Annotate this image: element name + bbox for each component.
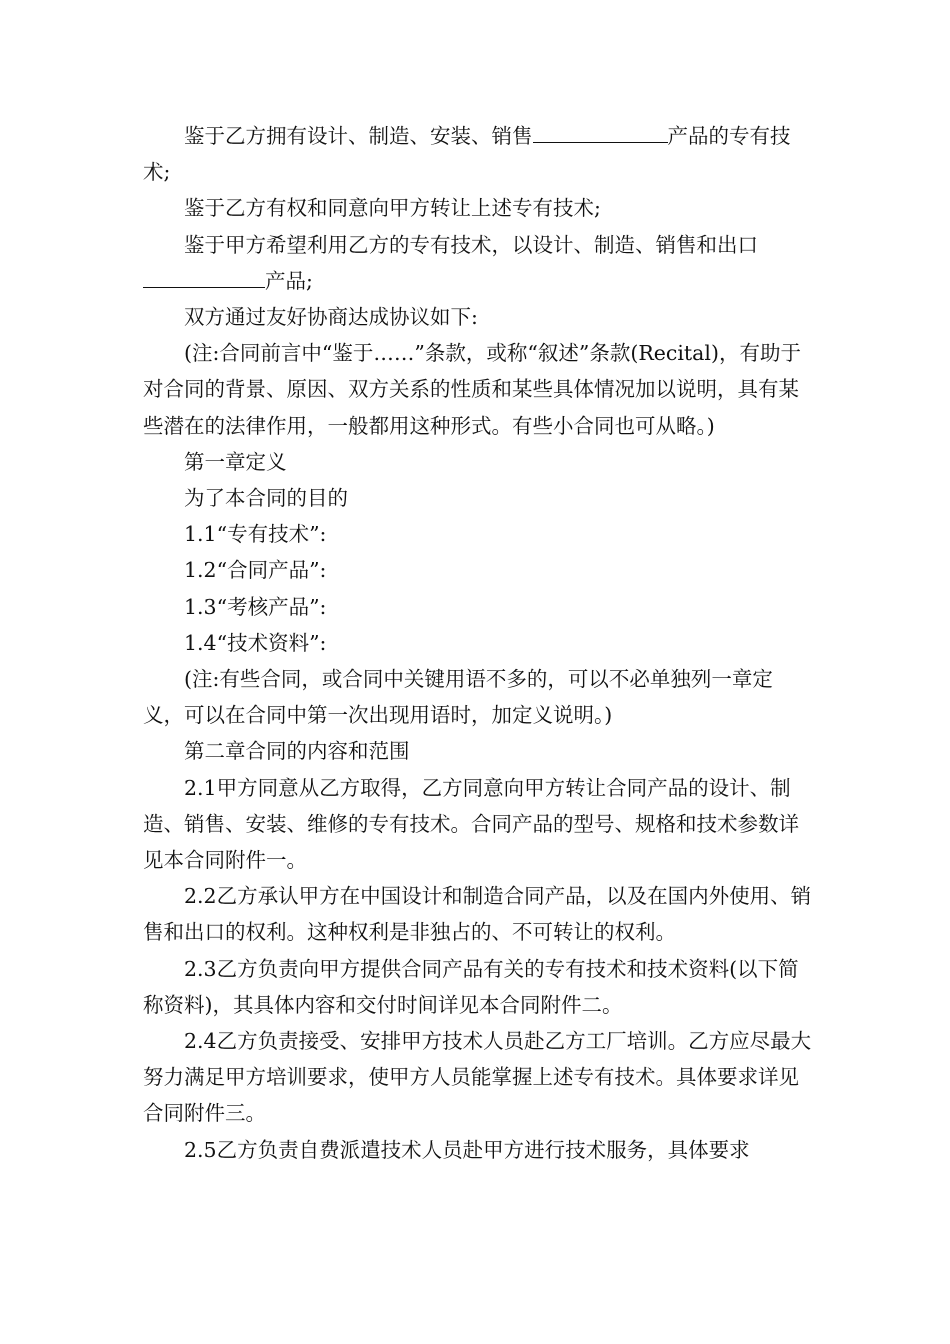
- recital-paragraph: 鉴于甲方希望利用乙方的专有技术，以设计、制造、销售和出口: [184, 232, 758, 257]
- definition-item: 1.4“技术资料”:: [184, 630, 327, 655]
- agreement-statement: 双方通过友好协商达成协议如下:: [184, 305, 478, 330]
- clause-paragraph: 2.5乙方负责自费派遣技术人员赴甲方进行技术服务，具体要求: [184, 1137, 750, 1162]
- clause-paragraph: 2.4乙方负责接受、安排甲方技术人员赴乙方工厂培训。乙方应尽最大努力满足甲方培训要求，使甲方人员能掌握上述专有技术。具体要求详见合同附件三。: [143, 1029, 812, 1126]
- clause-paragraph: 2.3乙方负责向甲方提供合同产品有关的专有技术和技术资料(以下简称资料)，其具体内容和交付时间详见本合同附件二。: [143, 956, 799, 1017]
- note-paragraph: (注:有些合同，或合同中关键用语不多的，可以不必单独列一章定义，可以在合同中第一次出现用语时，加定义说明。): [143, 667, 773, 728]
- definition-item: 1.2“合同产品”:: [184, 558, 327, 583]
- document-page: [143, 118, 813, 1168]
- body-paragraph: 为了本合同的目的: [184, 486, 348, 511]
- clause-paragraph: 2.1甲方同意从乙方取得，乙方同意向甲方转让合同产品的设计、制造、销售、安装、维修的专有技术。合同产品的型号、规格和技术参数详见本合同附件一。: [143, 775, 799, 873]
- recital-text: 鉴于乙方拥有设计、制造、安装、销售: [184, 124, 533, 148]
- note-paragraph: (注:合同前言中“鉴于……”条款，或称“叙述”条款(Recital)，有助于对合同的背景、原因、双方关系的性质和某些具体情况加以说明，具有某些潜在的法律作用，一般都用这种形式。有些小合同也可从略。): [143, 341, 801, 438]
- chapter-heading: 第一章定义: [184, 449, 287, 474]
- recital-text: 产品的专有技术;: [143, 124, 791, 185]
- definition-item: 1.1“专有技术”:: [184, 522, 327, 547]
- recital-paragraph: 鉴于乙方有权和同意向甲方转让上述专有技术;: [184, 196, 601, 221]
- chapter-heading: 第二章合同的内容和范围: [184, 739, 410, 764]
- recital-paragraph-continued: [143, 263, 813, 299]
- clause-paragraph: 2.2乙方承认甲方在中国设计和制造合同产品，以及在国内外使用、销售和出口的权利。这种权利是非独占的、不可转让的权利。: [143, 884, 812, 945]
- recital-text: 产品;: [265, 268, 313, 293]
- definition-item: 1.3“考核产品”:: [184, 594, 327, 619]
- fill-in-blank: [533, 120, 668, 143]
- fill-in-blank: [143, 265, 265, 288]
- recital-paragraph: [143, 118, 813, 190]
